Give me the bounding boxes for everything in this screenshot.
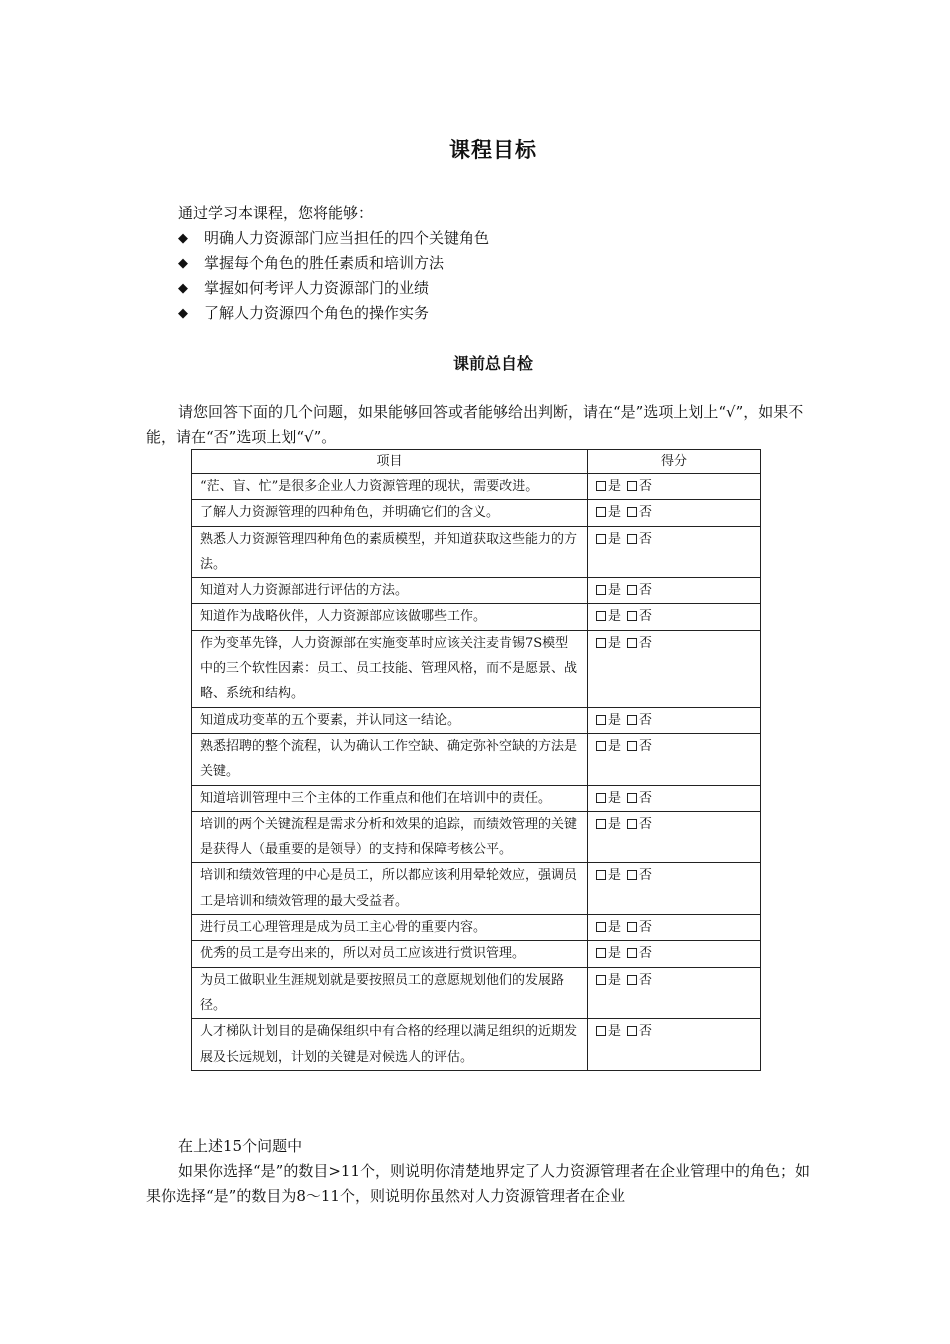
no-checkbox[interactable]	[627, 819, 637, 829]
diamond-bullet-icon: ◆	[178, 281, 188, 296]
intro-text: 通过学习本课程，您将能够：	[178, 204, 374, 222]
yes-label: 是	[608, 868, 622, 884]
question-text: 熟悉人力资源管理四种角色的素质模型，并知道获取这些能力的方法。	[192, 526, 588, 578]
table-row	[192, 1019, 761, 1071]
answer-cell	[588, 500, 761, 526]
no-checkbox[interactable]	[627, 870, 637, 880]
answer-cell	[588, 1019, 761, 1071]
goal-item	[178, 276, 489, 301]
no-label: 否	[639, 712, 653, 728]
instruction-text: 请您回答下面的几个问题，如果能够回答或者能够给出判断，请在“是”选项上划上“√”，如果不能，请在“否”选项上划“√”。	[146, 403, 804, 446]
no-label: 否	[639, 505, 653, 521]
no-checkbox[interactable]	[627, 975, 637, 985]
no-label: 否	[639, 868, 653, 884]
yes-label: 是	[608, 790, 622, 806]
yes-label: 是	[608, 531, 622, 547]
no-checkbox[interactable]	[627, 1026, 637, 1036]
page-title: 课程目标	[449, 138, 537, 162]
table-row	[192, 630, 761, 707]
yes-label: 是	[608, 635, 622, 651]
no-label: 否	[639, 609, 653, 625]
yes-label: 是	[608, 505, 622, 521]
question-text: “茫、盲、忙”是很多企业人力资源管理的现状，需要改进。	[192, 474, 588, 500]
yes-checkbox[interactable]	[596, 585, 606, 595]
answer-cell	[588, 474, 761, 500]
answer-cell	[588, 941, 761, 967]
question-text: 为员工做职业生涯规划就是要按照员工的意愿规划他们的发展路径。	[192, 967, 588, 1019]
no-label: 否	[639, 972, 653, 988]
goal-text: 掌握如何考评人力资源部门的业绩	[204, 279, 430, 297]
table-row	[192, 526, 761, 578]
answer-cell	[588, 811, 761, 863]
no-label: 否	[639, 946, 653, 962]
no-checkbox[interactable]	[627, 793, 637, 803]
no-checkbox[interactable]	[627, 715, 637, 725]
no-checkbox[interactable]	[627, 534, 637, 544]
yes-checkbox[interactable]	[596, 1026, 606, 1036]
question-text: 知道作为战略伙伴，人力资源部应该做哪些工作。	[192, 604, 588, 630]
header-score: 得分	[588, 450, 761, 474]
yes-label: 是	[608, 479, 622, 494]
question-text: 作为变革先锋，人力资源部在实施变革时应该关注麦肯锡7S模型中的三个软性因素：员工、员工技能、管理风格，而不是愿景、战略、系统和结构。	[192, 630, 588, 707]
yes-checkbox[interactable]	[596, 819, 606, 829]
question-text: 知道培训管理中三个主体的工作重点和他们在培训中的责任。	[192, 785, 588, 811]
no-label: 否	[639, 583, 653, 599]
answer-cell	[588, 526, 761, 578]
diamond-bullet-icon: ◆	[178, 231, 188, 246]
yes-checkbox[interactable]	[596, 922, 606, 932]
goal-text: 明确人力资源部门应当担任的四个关键角色	[204, 229, 490, 247]
yes-checkbox[interactable]	[596, 611, 606, 621]
question-text: 培训的两个关键流程是需求分析和效果的追踪，而绩效管理的关键是获得人（最重要的是领导）的支持和保障考核公平。	[192, 811, 588, 863]
table-row	[192, 863, 761, 915]
question-text: 人才梯队计划目的是确保组织中有合格的经理以满足组织的近期发展及长远规划，计划的关键是对候选人的评估。	[192, 1019, 588, 1071]
yes-checkbox[interactable]	[596, 715, 606, 725]
no-label: 否	[639, 531, 653, 547]
answer-cell	[588, 967, 761, 1019]
goal-item	[178, 226, 489, 251]
summary-text: 如果你选择“是”的数目>11个，则说明你清楚地界定了人力资源管理者在企业管理中的角色；如果你选择“是”的数目为8～11个，则说明你虽然对人力资源管理者在企业	[146, 1162, 810, 1205]
no-label: 否	[639, 790, 653, 806]
question-text: 培训和绩效管理的中心是员工，所以都应该利用晕轮效应，强调员工是培训和绩效管理的最大受益者。	[192, 863, 588, 915]
yes-checkbox[interactable]	[596, 975, 606, 985]
answer-cell	[588, 785, 761, 811]
no-checkbox[interactable]	[627, 922, 637, 932]
yes-label: 是	[608, 712, 622, 728]
answer-cell	[588, 630, 761, 707]
yes-label: 是	[608, 583, 622, 599]
table-row	[192, 733, 761, 785]
goal-item	[178, 251, 489, 276]
yes-checkbox[interactable]	[596, 638, 606, 648]
yes-checkbox[interactable]	[596, 741, 606, 751]
no-checkbox[interactable]	[627, 638, 637, 648]
table-body	[192, 474, 761, 1071]
table-row	[192, 578, 761, 604]
table-row	[192, 967, 761, 1019]
yes-checkbox[interactable]	[596, 481, 606, 491]
answer-cell	[588, 707, 761, 733]
no-label: 否	[639, 920, 653, 936]
yes-label: 是	[608, 920, 622, 936]
question-text: 优秀的员工是夸出来的，所以对员工应该进行赏识管理。	[192, 941, 588, 967]
yes-checkbox[interactable]	[596, 793, 606, 803]
self-check-table	[191, 449, 761, 1071]
answer-cell	[588, 733, 761, 785]
goal-list	[178, 226, 489, 326]
no-label: 否	[639, 635, 653, 651]
answer-cell	[588, 863, 761, 915]
yes-checkbox[interactable]	[596, 507, 606, 517]
no-checkbox[interactable]	[627, 948, 637, 958]
yes-label: 是	[608, 816, 622, 832]
yes-label: 是	[608, 972, 622, 988]
no-label: 否	[639, 816, 653, 832]
no-checkbox[interactable]	[627, 481, 637, 491]
yes-label: 是	[608, 946, 622, 962]
no-label: 否	[639, 479, 653, 494]
answer-cell	[588, 915, 761, 941]
yes-checkbox[interactable]	[596, 870, 606, 880]
no-label: 否	[639, 1024, 653, 1040]
no-checkbox[interactable]	[627, 585, 637, 595]
table-row	[192, 915, 761, 941]
table-header-row	[192, 450, 761, 474]
question-text: 熟悉招聘的整个流程，认为确认工作空缺、确定弥补空缺的方法是关键。	[192, 733, 588, 785]
no-checkbox[interactable]	[627, 507, 637, 517]
answer-cell	[588, 578, 761, 604]
table-row	[192, 474, 761, 500]
section-title: 课前总自检	[452, 354, 533, 373]
yes-label: 是	[608, 738, 622, 754]
goal-text: 了解人力资源四个角色的操作实务	[204, 304, 430, 322]
question-text: 进行员工心理管理是成为员工主心骨的重要内容。	[192, 915, 588, 941]
no-checkbox[interactable]	[627, 741, 637, 751]
answer-cell	[588, 604, 761, 630]
table-row	[192, 785, 761, 811]
goal-text: 掌握每个角色的胜任素质和培训方法	[204, 254, 445, 272]
diamond-bullet-icon: ◆	[178, 306, 188, 321]
table-row	[192, 500, 761, 526]
header-item: 项目	[192, 450, 588, 474]
question-text: 知道对人力资源部进行评估的方法。	[192, 578, 588, 604]
no-checkbox[interactable]	[627, 611, 637, 621]
table-row	[192, 811, 761, 863]
diamond-bullet-icon: ◆	[178, 256, 188, 271]
yes-checkbox[interactable]	[596, 948, 606, 958]
yes-checkbox[interactable]	[596, 534, 606, 544]
goal-item	[178, 301, 489, 326]
table-row	[192, 707, 761, 733]
table-row	[192, 604, 761, 630]
table-row	[192, 941, 761, 967]
question-text: 知道成功变革的五个要素，并认同这一结论。	[192, 707, 588, 733]
question-text: 了解人力资源管理的四种角色，并明确它们的含义。	[192, 500, 588, 526]
yes-label: 是	[608, 609, 622, 625]
summary-intro: 在上述15个问题中	[178, 1137, 303, 1155]
yes-label: 是	[608, 1024, 622, 1040]
no-label: 否	[639, 738, 653, 754]
